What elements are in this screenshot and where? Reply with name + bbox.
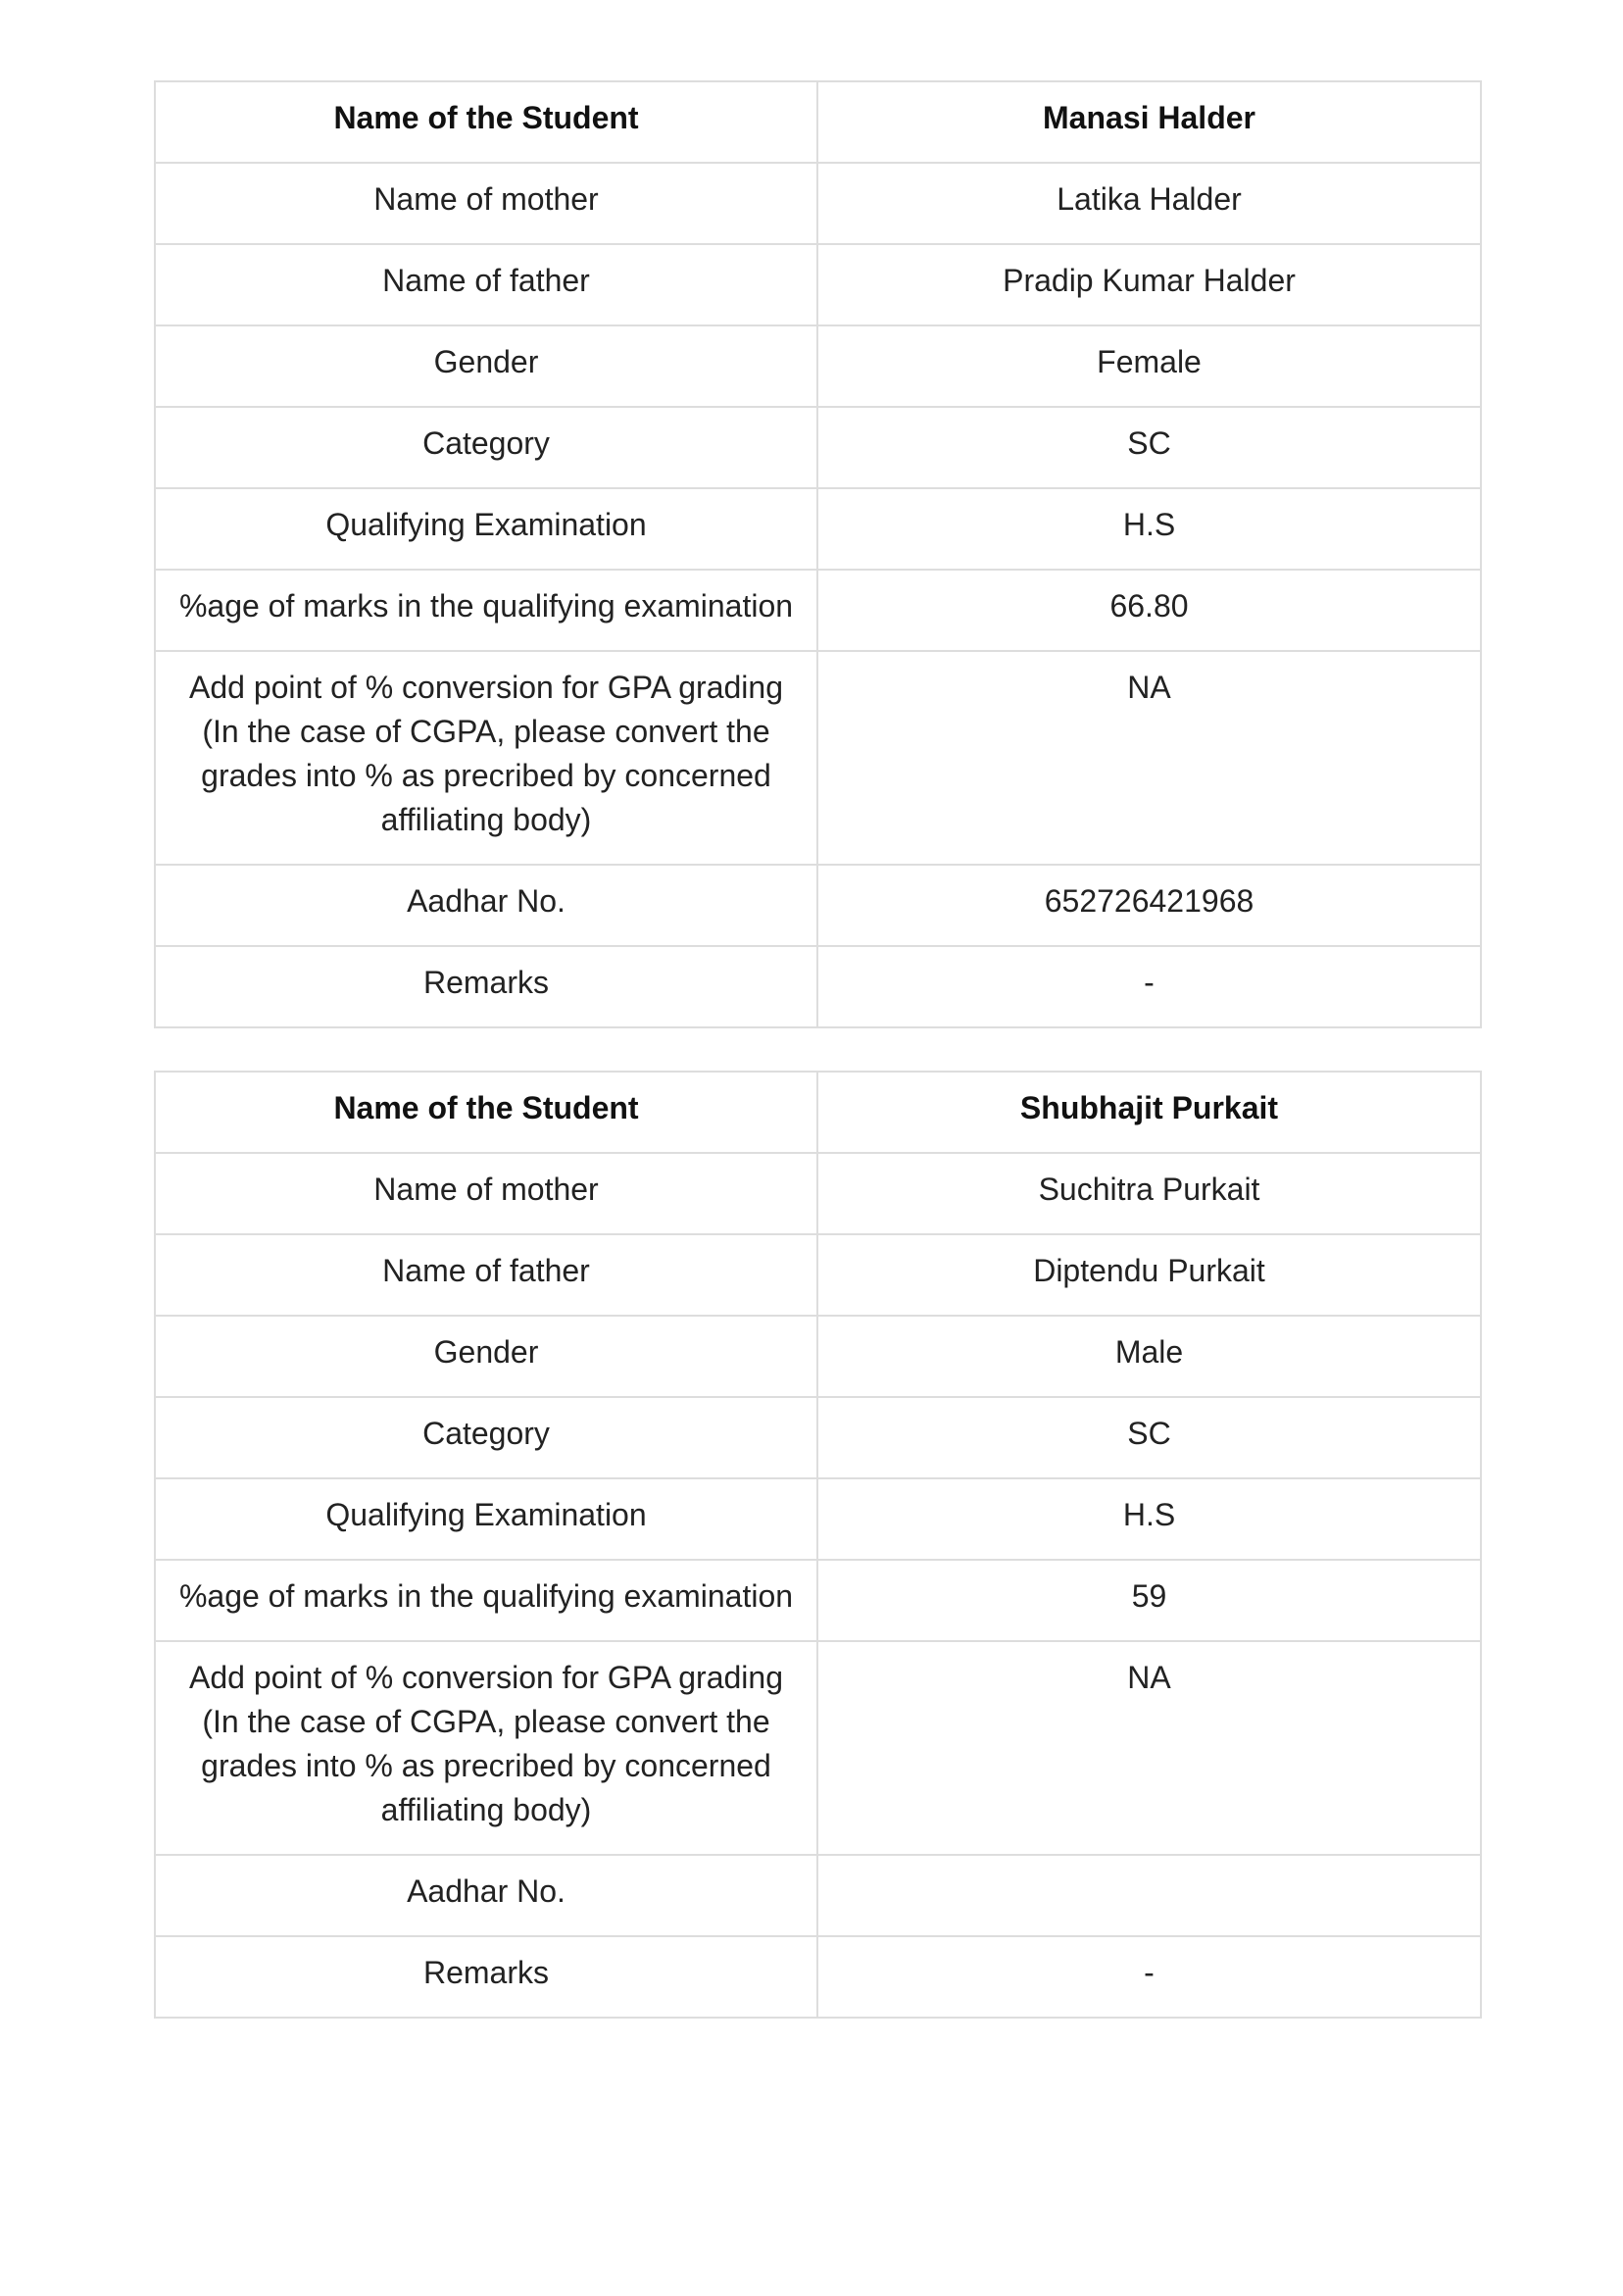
field-label-marks-percentage: %age of marks in the qualifying examination [155,1560,817,1641]
field-label-remarks: Remarks [155,946,817,1027]
field-label-father: Name of father [155,244,817,325]
field-label-student-name: Name of the Student [155,1072,817,1153]
field-label-remarks: Remarks [155,1936,817,2018]
field-value-student-name: Manasi Halder [817,81,1481,163]
field-value-father: Diptendu Purkait [817,1234,1481,1316]
table-row [155,1936,1481,2018]
field-label-category: Category [155,407,817,488]
field-value-mother: Suchitra Purkait [817,1153,1481,1234]
table-row [155,488,1481,570]
field-label-mother: Name of mother [155,1153,817,1234]
field-value-mother: Latika Halder [817,163,1481,244]
field-value-aadhar: 652726421968 [817,865,1481,946]
table-row [155,1234,1481,1316]
field-label-aadhar: Aadhar No. [155,1855,817,1936]
table-row [155,1855,1481,1936]
field-value-qualifying-exam: H.S [817,488,1481,570]
table-row [155,325,1481,407]
table-row [155,1153,1481,1234]
field-value-qualifying-exam: H.S [817,1478,1481,1560]
field-label-qualifying-exam: Qualifying Examination [155,1478,817,1560]
field-value-category: SC [817,407,1481,488]
table-row [155,244,1481,325]
field-value-aadhar [817,1855,1481,1936]
field-value-marks-percentage: 59 [817,1560,1481,1641]
field-value-gpa-conversion: NA [817,1641,1481,1855]
field-value-father: Pradip Kumar Halder [817,244,1481,325]
table-row [155,1072,1481,1153]
student-record-table [154,80,1482,1028]
field-value-student-name: Shubhajit Purkait [817,1072,1481,1153]
field-value-remarks: - [817,1936,1481,2018]
field-label-qualifying-exam: Qualifying Examination [155,488,817,570]
table-row [155,163,1481,244]
table-row [155,865,1481,946]
table-row [155,1560,1481,1641]
field-value-gender: Female [817,325,1481,407]
field-value-gpa-conversion: NA [817,651,1481,865]
table-row [155,1478,1481,1560]
field-value-remarks: - [817,946,1481,1027]
table-row [155,407,1481,488]
field-label-student-name: Name of the Student [155,81,817,163]
field-label-marks-percentage: %age of marks in the qualifying examination [155,570,817,651]
field-label-gpa-conversion: Add point of % conversion for GPA grading (In the case of CGPA, please convert the grades into % as precribed by concerned affiliating body) [155,1641,817,1855]
field-label-category: Category [155,1397,817,1478]
field-label-aadhar: Aadhar No. [155,865,817,946]
table-row [155,1641,1481,1855]
table-row [155,570,1481,651]
student-record-table [154,1071,1482,2019]
field-label-father: Name of father [155,1234,817,1316]
table-row [155,651,1481,865]
field-value-category: SC [817,1397,1481,1478]
table-row [155,946,1481,1027]
field-label-gpa-conversion: Add point of % conversion for GPA grading (In the case of CGPA, please convert the grades into % as precribed by concerned affiliating body) [155,651,817,865]
table-row [155,81,1481,163]
field-label-gender: Gender [155,325,817,407]
field-label-gender: Gender [155,1316,817,1397]
field-label-mother: Name of mother [155,163,817,244]
table-row [155,1316,1481,1397]
field-value-marks-percentage: 66.80 [817,570,1481,651]
field-value-gender: Male [817,1316,1481,1397]
table-row [155,1397,1481,1478]
